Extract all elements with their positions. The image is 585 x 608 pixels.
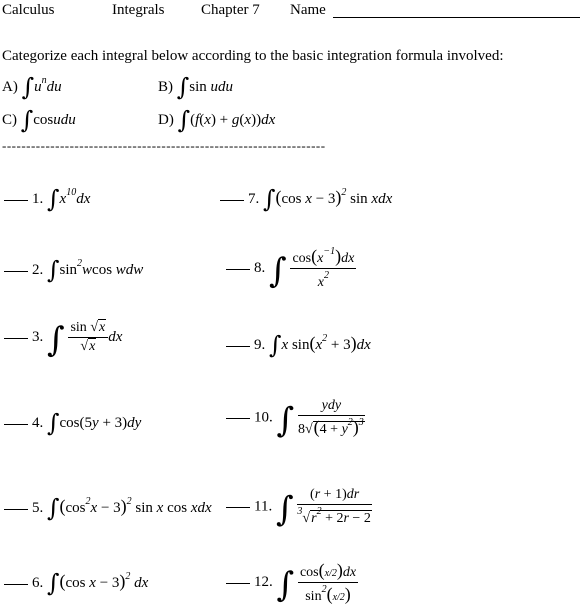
category-b-label: B) [158, 79, 173, 95]
problem-8: 8. ∫ $\frac{\cos(x^{-1})dx}{x^2}$ [226, 246, 356, 291]
answer-blank[interactable] [226, 507, 250, 508]
problem-number: 2. [32, 262, 44, 278]
problem-number: 10. [254, 409, 273, 426]
problem-4: 4. ∫cos(5y + 3)dy [4, 409, 141, 437]
answer-blank[interactable] [4, 271, 28, 272]
separator-line: ------------------------------------------------------------------- [2, 138, 326, 153]
category-b: B) ∫sin udu [158, 73, 234, 101]
answer-blank[interactable] [226, 583, 250, 584]
answer-blank[interactable] [226, 418, 250, 419]
problem-11: 11. ∫ $\frac{(r + 1)dr}{^3√r^2 + 2r - 2}$ [226, 487, 372, 529]
problem-number: 1. [32, 191, 44, 207]
category-a-label: A) [2, 79, 18, 95]
problem-6: 6. ∫(cos x − 3)$^2$ dx [4, 569, 148, 597]
category-d: D) ∫(f(x) + g(x))dx [158, 106, 276, 134]
answer-blank[interactable] [4, 509, 28, 510]
problem-number: 6. [32, 575, 44, 591]
name-field-line[interactable] [333, 17, 580, 18]
problem-2: 2. $\int\sin^2wcos$ wdw [4, 256, 143, 284]
instructions: Categorize each integral below according to the basic integration formula involved: [2, 48, 504, 64]
problem-10: 10. ∫ $\frac{\text{ydy}}{8√(4 + y^2)^3}$ [226, 398, 365, 440]
answer-blank[interactable] [220, 200, 244, 201]
problem-number: 8. [254, 259, 266, 276]
problem-number: 5. [32, 500, 44, 516]
problem-number: 9. [254, 337, 266, 353]
answer-blank[interactable] [4, 584, 28, 585]
answer-blank[interactable] [4, 200, 28, 201]
problem-number: 11. [254, 498, 273, 515]
problem-12: 12. ∫ $\frac{\cos(x/2)dx}{\sin^2(x/2)}$ [226, 560, 358, 605]
problem-3: 3. ∫ $\frac{\sin √x}{√x}$ dx [4, 320, 122, 360]
category-d-label: D) [158, 112, 174, 128]
category-a: A) $\int u^ndu$ [2, 73, 62, 101]
category-c: C) ∫cosudu [2, 106, 76, 134]
answer-blank[interactable] [4, 424, 28, 425]
topic-title: Integrals [112, 2, 165, 18]
problem-number: 12. [254, 573, 273, 590]
name-label: Name [290, 2, 326, 18]
problem-number: 4. [32, 415, 44, 431]
problem-number: 7. [248, 191, 260, 207]
answer-blank[interactable] [4, 338, 28, 339]
problem-9: 9. ∫x $\sin(x^2 + 3)dx$ [226, 331, 371, 359]
problem-1: 1. $\int x^{10}dx$ [4, 185, 90, 213]
answer-blank[interactable] [226, 269, 250, 270]
problem-5: 5. $\int(\cos^2x - 3)^2$ sin x cos xdx [4, 494, 212, 522]
course-title: Calculus [2, 2, 55, 18]
problem-number: 3. [32, 329, 44, 345]
problem-7: 7. ∫(cos x − 3)$^2$ sin xdx [220, 185, 392, 213]
answer-blank[interactable] [226, 346, 250, 347]
category-c-label: C) [2, 112, 17, 128]
chapter-title: Chapter 7 [201, 2, 260, 18]
